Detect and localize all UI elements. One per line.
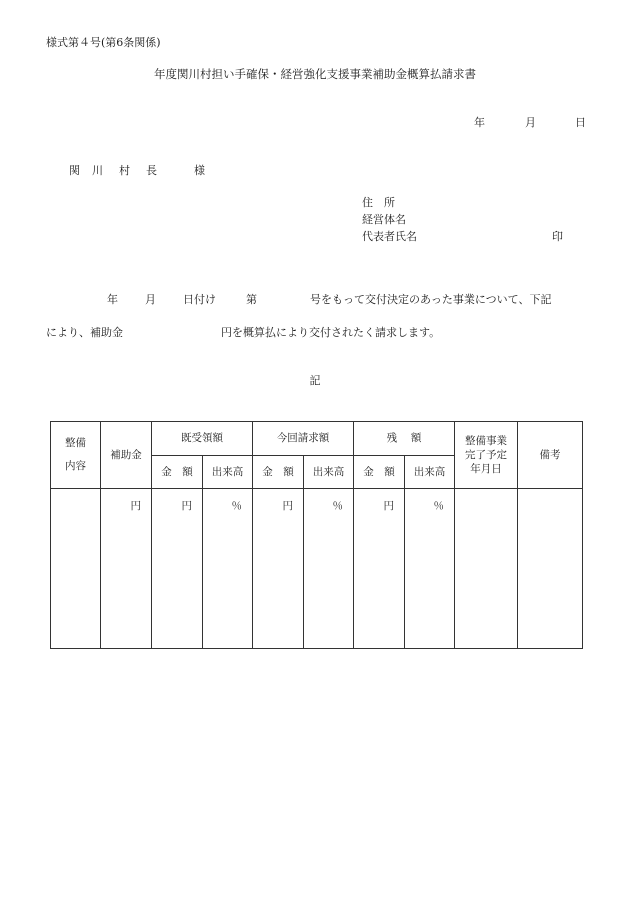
body-number-prefix: 第 bbox=[246, 293, 257, 306]
applicant-business-name-label: 経営体名 bbox=[362, 213, 406, 226]
date-year-label: 年 bbox=[474, 116, 485, 129]
form-number: 様式第４号(第6条関係) bbox=[46, 36, 161, 49]
subheader-current-progress: 出来高 bbox=[304, 456, 354, 489]
cell-current-percent: ％ bbox=[304, 489, 354, 649]
cell-completion-date bbox=[455, 489, 518, 649]
date-day-label: 日 bbox=[575, 116, 586, 129]
cell-received-percent: ％ bbox=[203, 489, 253, 649]
body-year-label: 年 bbox=[107, 293, 118, 306]
col-header-content-bottom: 内容 bbox=[65, 460, 86, 472]
cell-remarks bbox=[518, 489, 583, 649]
col-header-completion-date: 整備事業 完了予定 年月日 bbox=[455, 422, 518, 489]
applicant-representative-label: 代表者氏名 bbox=[362, 230, 417, 243]
group-header-remaining: 残 額 bbox=[354, 422, 455, 456]
subheader-received-amount: 金 額 bbox=[152, 456, 203, 489]
date-month-label: 月 bbox=[525, 116, 536, 129]
applicant-address-label: 住 所 bbox=[362, 196, 395, 209]
cell-remaining-percent: ％ bbox=[405, 489, 455, 649]
cell-remaining-yen: 円 bbox=[354, 489, 405, 649]
cell-content bbox=[51, 489, 101, 649]
cell-subsidy-yen: 円 bbox=[101, 489, 152, 649]
subheader-received-progress: 出来高 bbox=[203, 456, 253, 489]
group-header-current: 今回請求額 bbox=[253, 422, 354, 456]
cell-current-yen: 円 bbox=[253, 489, 304, 649]
seal-mark: 印 bbox=[552, 230, 563, 243]
body-day-label: 日付け bbox=[183, 293, 216, 306]
document-title: 年度関川村担い手確保・経営強化支援事業補助金概算払請求書 bbox=[154, 67, 476, 81]
addressee-char-4: 長 bbox=[146, 164, 157, 177]
addressee-char-1: 関 bbox=[69, 164, 80, 177]
subheader-remaining-progress: 出来高 bbox=[405, 456, 455, 489]
addressee-honorific: 様 bbox=[194, 164, 205, 177]
col-header-content bbox=[51, 422, 101, 489]
subheader-remaining-amount: 金 額 bbox=[354, 456, 405, 489]
subheader-current-amount: 金 額 bbox=[253, 456, 304, 489]
body-month-label: 月 bbox=[145, 293, 156, 306]
cell-received-yen: 円 bbox=[152, 489, 203, 649]
col-header-subsidy: 補助金 bbox=[101, 422, 152, 489]
col-header-content-top: 整備 bbox=[65, 436, 86, 449]
body-line2-text1: により、補助金 bbox=[46, 326, 123, 339]
col-header-remarks: 備考 bbox=[518, 422, 583, 489]
addressee-char-3: 村 bbox=[119, 164, 130, 177]
group-header-received: 既受領額 bbox=[152, 422, 253, 456]
ki-heading: 記 bbox=[309, 374, 321, 387]
body-line1-text: 号をもって交付決定のあった事業について、下記 bbox=[310, 293, 552, 306]
addressee-char-2: 川 bbox=[92, 164, 103, 177]
request-table bbox=[50, 421, 583, 649]
body-line2-text2: 円を概算払により交付されたく請求します。 bbox=[221, 326, 441, 339]
